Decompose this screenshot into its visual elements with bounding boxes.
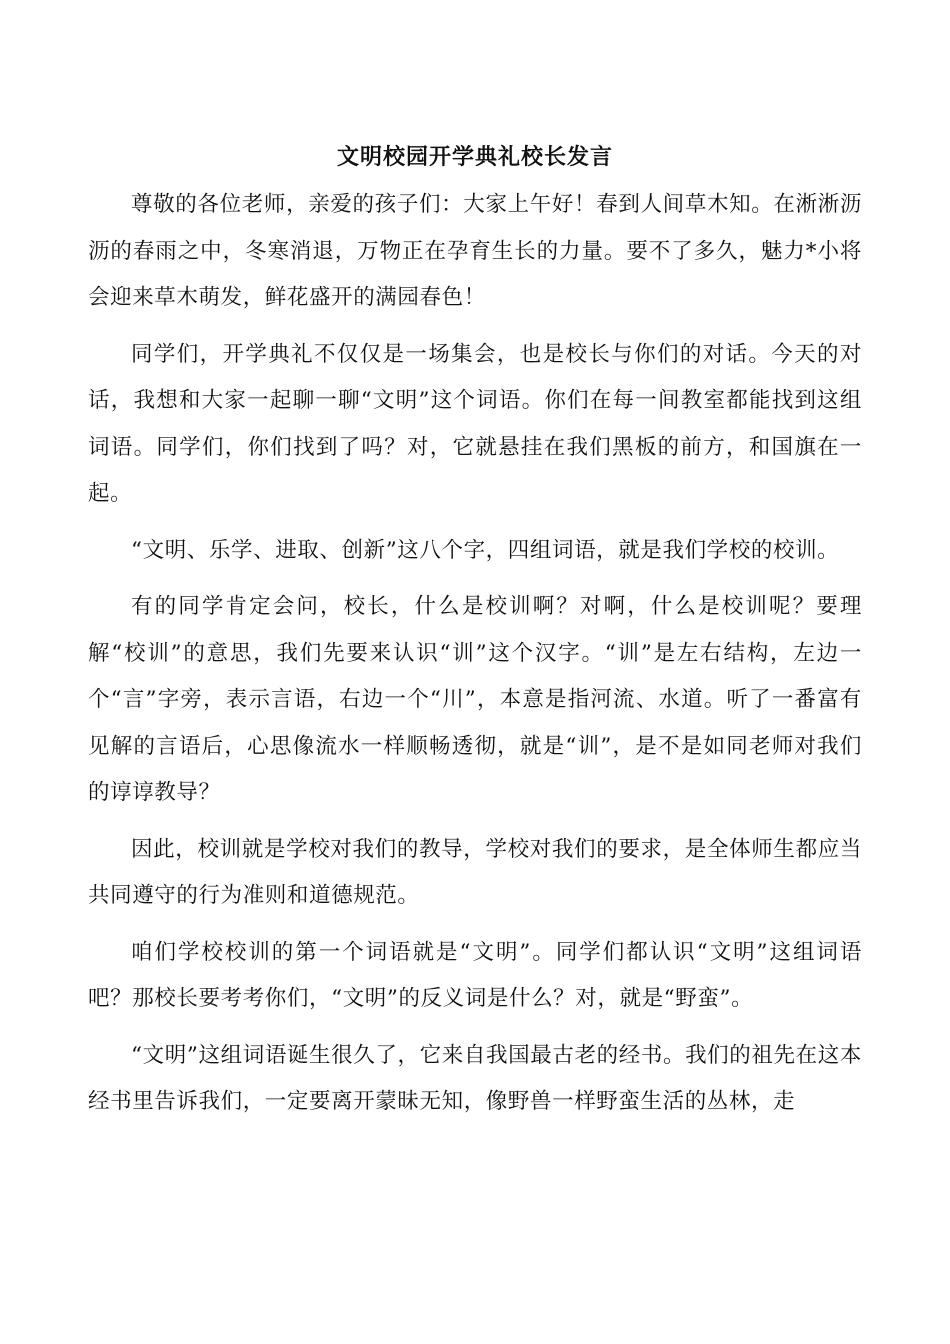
paragraph-5: 因此，校训就是学校对我们的教导，学校对我们的要求，是全体师生都应当共同遵守的行为准则和道德规范。 xyxy=(88,836,862,908)
document-page xyxy=(88,140,862,1126)
paragraph-4: 有的同学肯定会问，校长，什么是校训啊？对啊，什么是校训呢？要理解“校训”的意思，我们先要来认识“训”这个汉字。“训”是左右结构，左边一个“言”字旁，表示言语，右边一个“川”，本意是指河流、水道。听了一番富有见解的言语后，心思像流水一样顺畅透彻，就是“训”，是不是如同老师对我们的谆谆教导？ xyxy=(88,594,862,805)
paragraph-3: “文明、乐学、进取、创新”这八个字，四组词语，就是我们学校的校训。 xyxy=(131,537,840,563)
paragraph-6: 咱们学校校训的第一个词语就是“文明”。同学们都认识“文明”这组词语吧？那校长要考考你们，“文明”的反义词是什么？对，就是“野蛮”。 xyxy=(88,939,862,1011)
document-title: 文明校园开学典礼校长发言 xyxy=(336,144,613,170)
paragraph-1: 尊敬的各位老师，亲爱的孩子们：大家上午好！春到人间草木知。在淅淅沥沥的春雨之中，冬寒消退，万物正在孕育生长的力量。要不了多久，魅力*小将会迎来草木萌发，鲜花盛开的满园春色！ xyxy=(88,192,862,310)
paragraph-2: 同学们，开学典礼不仅仅是一场集会，也是校长与你们的对话。今天的对话，我想和大家一起聊一聊“文明”这个词语。你们在每一间教室都能找到这组词语。同学们，你们找到了吗？对，它就悬挂在我们黑板的前方，和国旗在一起。 xyxy=(88,341,862,506)
paragraph-7: “文明”这组词语诞生很久了，它来自我国最古老的经书。我们的祖先在这本经书里告诉我们，一定要离开蒙昧无知，像野兽一样野蛮生活的丛林，走 xyxy=(88,1042,862,1114)
